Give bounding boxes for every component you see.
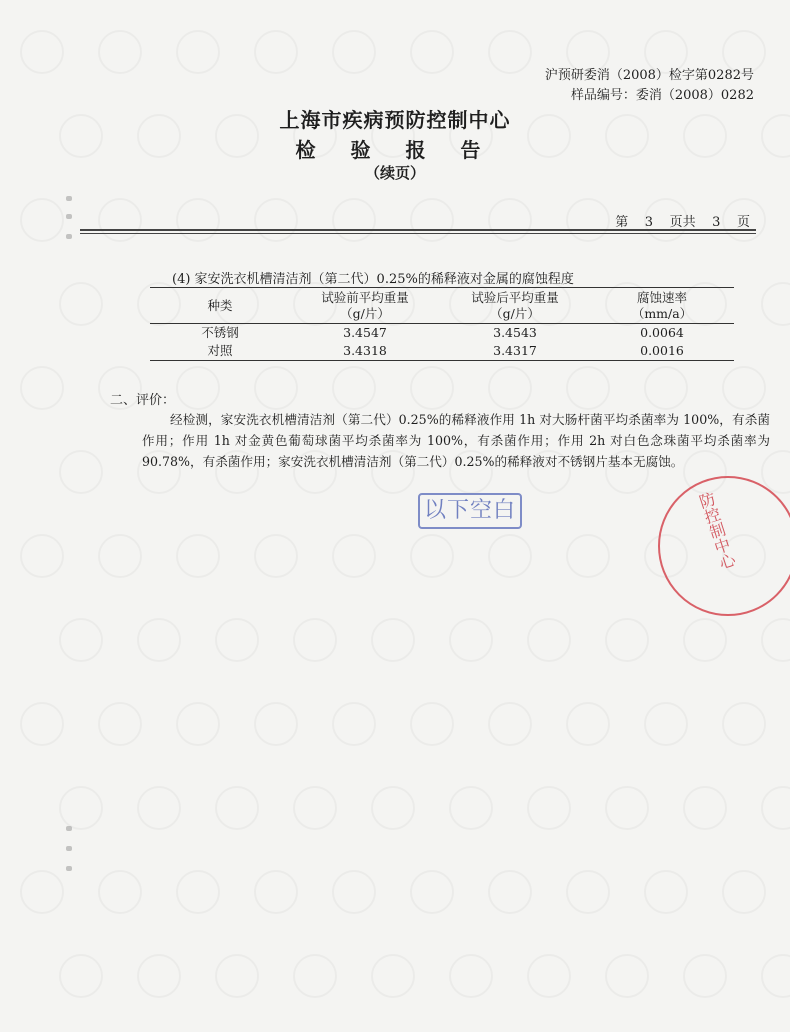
reference-number: 沪预研委消（2008）检字第0282号 (544, 68, 754, 83)
watermark-mark (371, 954, 415, 998)
watermark-mark (59, 786, 103, 830)
watermark-mark (20, 30, 64, 74)
watermark-mark (176, 30, 220, 74)
seal-text: 防控制中心 (694, 489, 738, 572)
header-rule-thick (80, 229, 756, 231)
watermark-mark (644, 870, 688, 914)
watermark-mark (566, 198, 610, 242)
official-seal (640, 474, 790, 624)
watermark-mark (332, 366, 376, 410)
header-cell: 腐蚀速率 （mm/a） (590, 288, 734, 324)
blank-below-stamp: 以下空白 (418, 493, 522, 529)
watermark-mark (332, 870, 376, 914)
binding-hole-mark (66, 196, 72, 201)
watermark-mark (254, 30, 298, 74)
watermark-mark (176, 366, 220, 410)
watermark-mark (644, 366, 688, 410)
watermark-mark (410, 366, 454, 410)
watermark-mark (20, 366, 64, 410)
table-caption: (4) 家安洗衣机槽清洁剂（第二代）0.25%的稀释液对金属的腐蚀程度 (172, 272, 574, 287)
cell-rate: 0.0064 (590, 324, 734, 343)
watermark-mark (683, 954, 727, 998)
table-row (150, 324, 734, 343)
watermark-mark (488, 702, 532, 746)
watermark-mark (644, 702, 688, 746)
watermark-mark (566, 534, 610, 578)
watermark-mark (59, 954, 103, 998)
watermark-mark (215, 954, 259, 998)
watermark-mark (761, 954, 790, 998)
sample-number: 样品编号：委消（2008）0282 (570, 88, 754, 103)
watermark-mark (527, 954, 571, 998)
watermark-mark (722, 870, 766, 914)
cell-before: 3.4318 (290, 342, 440, 361)
page-ye2: 页 (736, 215, 750, 230)
watermark-mark (761, 618, 790, 662)
page-gong: 共 (682, 215, 696, 230)
page-di: 第 (615, 215, 629, 230)
cell-type: 对照 (150, 342, 290, 361)
watermark-mark (566, 702, 610, 746)
watermark-mark (254, 366, 298, 410)
organization-name: 上海市疾病预防控制中心 (279, 108, 511, 132)
watermark-mark (605, 786, 649, 830)
table-row (150, 342, 734, 361)
watermark-mark (488, 198, 532, 242)
watermark-mark (293, 954, 337, 998)
watermark-mark (605, 618, 649, 662)
cell-type: 不锈钢 (150, 324, 290, 343)
watermark-mark (449, 954, 493, 998)
watermark-mark (761, 282, 790, 326)
watermark-mark (254, 198, 298, 242)
binding-hole-mark (66, 234, 72, 239)
watermark-mark (488, 30, 532, 74)
watermark-mark (20, 870, 64, 914)
watermark-mark (98, 534, 142, 578)
page-indicator (615, 211, 750, 230)
watermark-mark (566, 366, 610, 410)
binding-hole-mark (66, 846, 72, 851)
watermark-mark (605, 954, 649, 998)
watermark-mark (566, 870, 610, 914)
watermark-mark (332, 702, 376, 746)
report-title: 检 验 报 告 (295, 138, 495, 162)
watermark-mark (293, 618, 337, 662)
watermark-mark (410, 870, 454, 914)
watermark-mark (98, 870, 142, 914)
evaluation-heading: 二、评价： (110, 393, 176, 408)
watermark-mark (176, 198, 220, 242)
header-rule-thin (80, 233, 756, 234)
continuation-label: （续页） (364, 164, 425, 182)
watermark-mark (215, 786, 259, 830)
cell-rate: 0.0016 (590, 342, 734, 361)
watermark-mark (59, 618, 103, 662)
watermark-mark (410, 30, 454, 74)
header-cell: 种类 (150, 288, 290, 324)
watermark-mark (332, 198, 376, 242)
page-total: 3 (712, 215, 721, 230)
watermark-mark (410, 198, 454, 242)
table-header-row (150, 288, 734, 324)
binding-hole-mark (66, 214, 72, 219)
watermark-mark (98, 702, 142, 746)
watermark-mark (488, 870, 532, 914)
watermark-mark (683, 786, 727, 830)
watermark-mark (488, 366, 532, 410)
watermark-mark (20, 198, 64, 242)
watermark-mark (293, 786, 337, 830)
watermark-mark (371, 786, 415, 830)
watermark-mark (20, 702, 64, 746)
watermark-mark (98, 198, 142, 242)
cell-before: 3.4547 (290, 324, 440, 343)
corrosion-table (150, 287, 734, 361)
watermark-mark (449, 618, 493, 662)
watermark-mark (449, 786, 493, 830)
watermark-mark (176, 870, 220, 914)
watermark-mark (332, 30, 376, 74)
watermark-mark (59, 450, 103, 494)
watermark-mark (488, 534, 532, 578)
watermark-mark (722, 702, 766, 746)
header-cell: 试验后平均重量 （g/片） (440, 288, 590, 324)
evaluation-text: 经检测，家安洗衣机槽清洁剂（第二代）0.25%的稀释液作用 1h 对大肠杆菌平均杀菌率为 100%，有杀菌作用；作用 1h 对金黄色葡萄球菌平均杀菌率为 100%，有杀菌作用；作用 2h 对白色念珠菌平均杀菌率为 90.78%，有杀菌作用；家安洗衣机槽清洁剂（第二代）0.25%的稀释液对不锈钢片基本无腐蚀。 (142, 412, 770, 469)
watermark-mark (59, 282, 103, 326)
watermark-mark (254, 534, 298, 578)
watermark-mark (20, 534, 64, 578)
watermark-mark (761, 786, 790, 830)
watermark-mark (722, 366, 766, 410)
watermark-mark (527, 618, 571, 662)
watermark-mark (410, 534, 454, 578)
page-current: 3 (644, 215, 654, 230)
header-cell: 试验前平均重量 （g/片） (290, 288, 440, 324)
watermark-mark (176, 534, 220, 578)
binding-hole-mark (66, 866, 72, 871)
watermark-mark (137, 786, 181, 830)
watermark-mark (137, 618, 181, 662)
binding-hole-mark (66, 826, 72, 831)
cell-after: 3.4543 (440, 324, 590, 343)
watermark-mark (527, 786, 571, 830)
watermark-mark (215, 618, 259, 662)
cell-after: 3.4317 (440, 342, 590, 361)
watermark-mark (254, 870, 298, 914)
watermark-mark (137, 954, 181, 998)
watermark-mark (410, 702, 454, 746)
watermark-mark (176, 702, 220, 746)
page-ye: 页 (669, 215, 683, 230)
watermark-mark (332, 534, 376, 578)
watermark-mark (254, 702, 298, 746)
watermark-mark (98, 30, 142, 74)
watermark-mark (683, 618, 727, 662)
watermark-mark (371, 618, 415, 662)
